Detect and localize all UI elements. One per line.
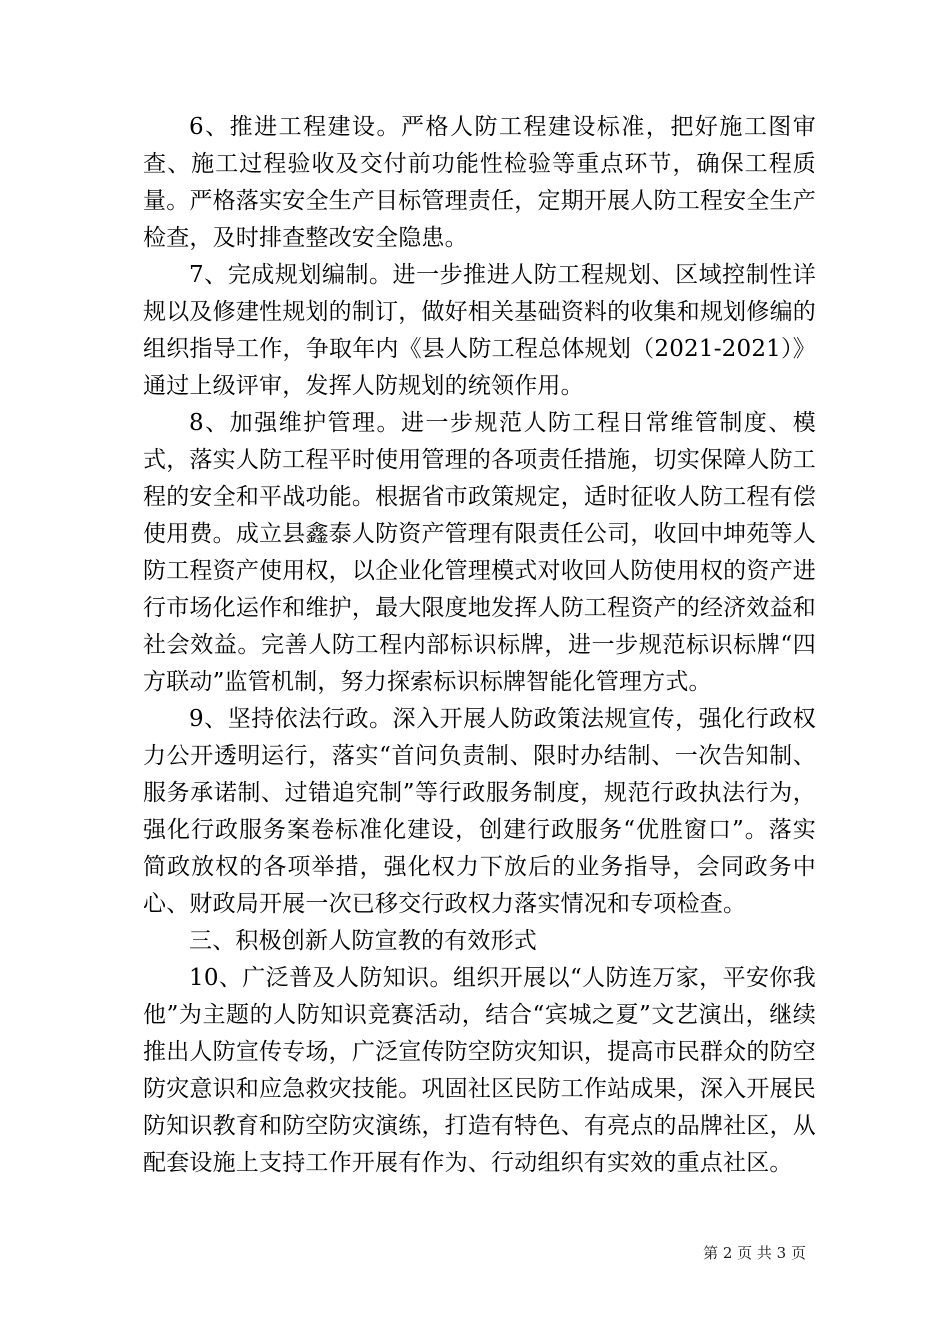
paragraph-item-8: 8、加强维护管理。进一步规范人防工程日常维管制度、模式，落实人防工程平时使用管理的各项责任措施，切实保障人防工程的安全和平战功能。根据省市政策规定，适时征收人防工程有偿使用费。成立县鑫泰人防资产管理有限责任公司，收回中坤苑等人防工程资产使用权，以企业化管理模式对收回人防使用权的资产进行市场化运作和维护，最大限度地发挥人防工程资产的经济效益和社会效益。完善人防工程内部标识标牌，进一步规范标识标牌“四方联动”监管机制，努力探索标识标牌智能化管理方式。 bbox=[143, 410, 816, 695]
page-footer bbox=[143, 1243, 806, 1263]
paragraph-item-9: 9、坚持依法行政。深入开展人防政策法规宣传，强化行政权力公开透明运行，落实“首问负责制、限时办结制、一次告知制、服务承诺制、过错追究制”等行政服务制度，规范行政执法行为，强化行政服务案卷标准化建设，创建行政服务“优胜窗口”。落实简政放权的各项举措，强化权力下放后的业务指导，会同政务中心、财政局开展一次已移交行政权力落实情况和专项检查。 bbox=[143, 706, 816, 917]
page-number-label: 第 2 页 共 3 页 bbox=[703, 1244, 806, 1262]
paragraph-item-7: 7、完成规划编制。进一步推进人防工程规划、区域控制性详规以及修建性规划的制订，做好相关基础资料的收集和规划修编的组织指导工作，争取年内《县人防工程总体规划（2021-2021）》通过上级评审，发挥人防规划的统领作用。 bbox=[143, 262, 816, 399]
paragraph-item-10: 10、广泛普及人防知识。组织开展以“人防连万家，平安你我他”为主题的人防知识竞赛活动，结合“宾城之夏”文艺演出，继续推出人防宣传专场，广泛宣传防空防灾知识，提高市民群众的防空防灾意识和应急救灾技能。巩固社区民防工作站成果，深入开展民防知识教育和防空防灾演练，打造有特色、有亮点的品牌社区，从配套设施上支持工作开展有作为、行动组织有实效的重点社区。 bbox=[143, 965, 816, 1176]
document-body bbox=[143, 109, 816, 1182]
paragraph-item-6: 6、推进工程建设。严格人防工程建设标准，把好施工图审查、施工过程验收及交付前功能性检验等重点环节，确保工程质量。严格落实安全生产目标管理责任，定期开展人防工程安全生产检查，及时排查整改安全隐患。 bbox=[143, 114, 816, 251]
section-heading: 三、积极创新人防宣教的有效形式 bbox=[189, 928, 537, 954]
